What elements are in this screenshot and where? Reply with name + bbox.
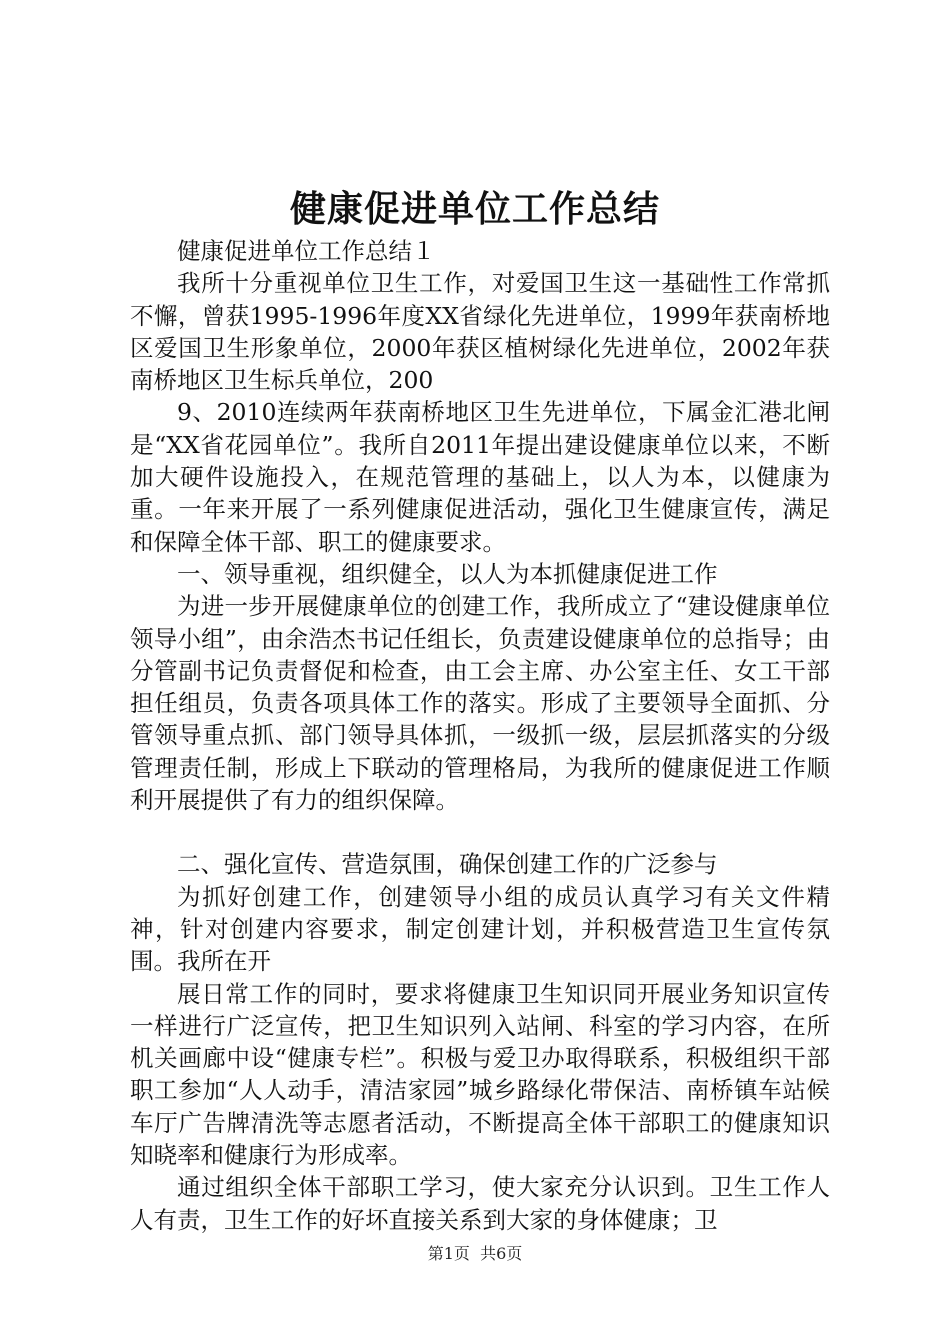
document-title: 健康促进单位工作总结 [289,188,660,230]
paragraph-learning: 通过组织全体干部职工学习，使大家充分认识到。卫生工作人人有责，卫生工作的好坏直接关系到大家的身体健康；卫 [130,1173,830,1234]
paragraph-publicity-continued: 展日常工作的同时，要求将健康卫生知识同开展业务知识宣传一样进行广泛宣传，把卫生知识列入站闸、科室的学习内容，在所机关画廊中设“健康专栏”。积极与爱卫办取得联系，积极组织干部职工参加“人人动手，清洁家园”城乡路绿化带保洁、南桥镇车站候车厅广告牌清洗等志愿者活动，不断提高全体干部职工的健康知识知晓率和健康行为形成率。 [130,979,830,1170]
paragraph-leadership: 为进一步开展健康单位的创建工作，我所成立了“建设健康单位领导小组”，由余浩杰书记任组长，负责建设健康单位的总指导；由分管副书记负责督促和检查，由工会主席、办公室主任、女工干部担任组员，负责各项具体工作的落实。形成了主要领导全面抓、分管领导重点抓、部门领导具体抓，一级抓一级，层层抓落实的分级管理责任制，形成上下联动的管理格局，为我所的健康促进工作顺利开展提供了有力的组织保障。 [130,592,830,815]
document-body [130,235,830,1236]
paragraph-subtitle: 健康促进单位工作总结１ [177,237,436,265]
section-heading-2: 二、强化宣传、营造氛围，确保创建工作的广泛参与 [177,850,718,879]
paragraph-awards-continued: 9、2010连续两年获南桥地区卫生先进单位，下属金汇港北闸是“XX省花园单位”。我所自2011年提出建设健康单位以来，不断加大硬件设施投入，在规范管理的基础上，以人为本，以健康为重。一年来开展了一系列健康促进活动，强化卫生健康宣传，满足和保障全体干部、职工的健康要求。 [130,398,830,556]
page-footer [0,1242,950,1266]
section-heading-1: 一、领导重视，组织健全，以人为本抓健康促进工作 [177,559,718,588]
page-total: 共6页 [480,1244,523,1263]
paragraph-publicity: 为抓好创建工作，创建领导小组的成员认真学习有关文件精神，针对创建内容要求，制定创建计划，并积极营造卫生宣传氛围。我所在开 [130,882,830,976]
paragraph-awards: 我所十分重视单位卫生工作，对爱国卫生这一基础性工作常抓不懈，曾获1995-1996年度XX省绿化先进单位，1999年获南桥地区爱国卫生形象单位，2000年获区植树绿化先进单位，2002年获南桥地区卫生标兵单位，200 [130,269,830,395]
page-number: 第1页 [427,1244,470,1263]
